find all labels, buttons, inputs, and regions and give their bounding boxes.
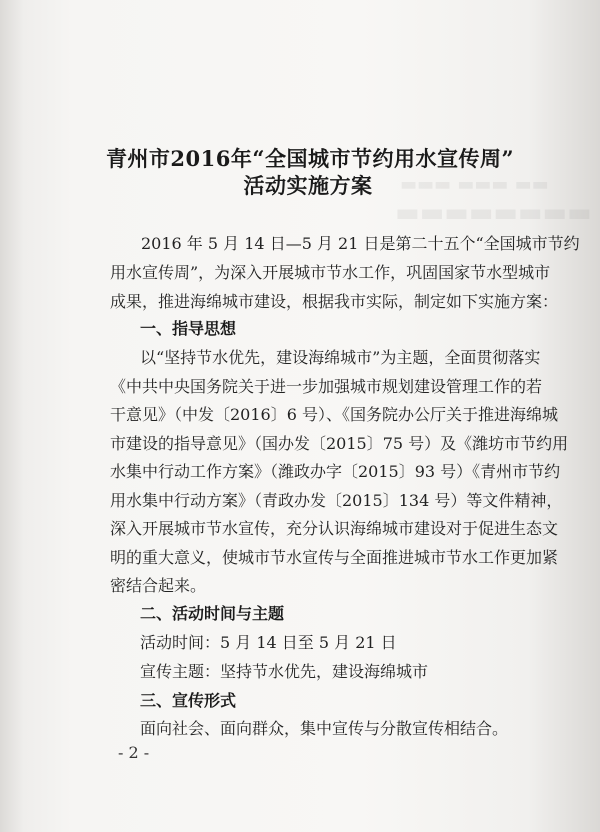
intro-line: 2016 年 5 月 14 日—5 月 21 日是第二十五个“全国城市节约: [141, 234, 580, 253]
section1-line: 水集中行动工作方案》（潍政办字〔2015〕93 号）《青州市节约: [110, 462, 561, 481]
section1-line: 明的重大意义，使城市节水宣传与全面推进城市节水工作更加紧: [110, 548, 559, 567]
section1-line: 市建设的指导意见》（国办发〔2015〕75 号）及《潍坊市节约用: [110, 434, 569, 453]
bleed-through-mark: ▬▬▬ ▬▬▬ ▬▬: [400, 174, 549, 195]
section-heading-1: 一、指导思想: [140, 319, 237, 338]
section1-line: 用水集中行动方案》（青政办发〔2015〕134 号）等文件精神，: [110, 491, 563, 510]
section1-line: 密结合起来。: [110, 576, 207, 595]
intro-line: 成果，推进海绵城市建设，根据我市实际，制定如下实施方案：: [110, 292, 559, 311]
section-heading-3: 三、宣传形式: [140, 691, 237, 710]
theme-line: 宣传主题：坚持节水优先，建设海绵城市: [140, 662, 429, 681]
section1-line: 干意见》（中发〔2016〕6 号）、《国务院办公厅关于推进海绵城: [110, 405, 558, 424]
page-number: - 2 -: [118, 743, 150, 762]
format-line: 面向社会、面向群众，集中宣传与分散宣传相结合。: [140, 719, 509, 738]
section1-line: 以“坚持节水优先，建设海绵城市”为主题，全面贯彻落实: [140, 348, 541, 367]
section1-line: 《中共中央国务院关于进一步加强城市规划建设管理工作的若: [110, 377, 543, 396]
document-title-line-2: 活动实施方案: [243, 173, 373, 198]
section1-line: 深入开展城市节水宣传，充分认识海绵城市建设对于促进生态文: [110, 519, 559, 538]
section-heading-2: 二、活动时间与主题: [140, 604, 285, 623]
intro-line: 用水宣传周”，为深入开展城市节水工作，巩固国家节水型城市: [110, 263, 551, 282]
document-title-line-1: 青州市2016年“全国城市节约用水宣传周”: [105, 146, 515, 171]
activity-time-line: 活动时间：5 月 14 日至 5 月 21 日: [140, 633, 397, 652]
bleed-through-mark: ▬▬▬▬▬▬▬▬: [395, 198, 592, 228]
